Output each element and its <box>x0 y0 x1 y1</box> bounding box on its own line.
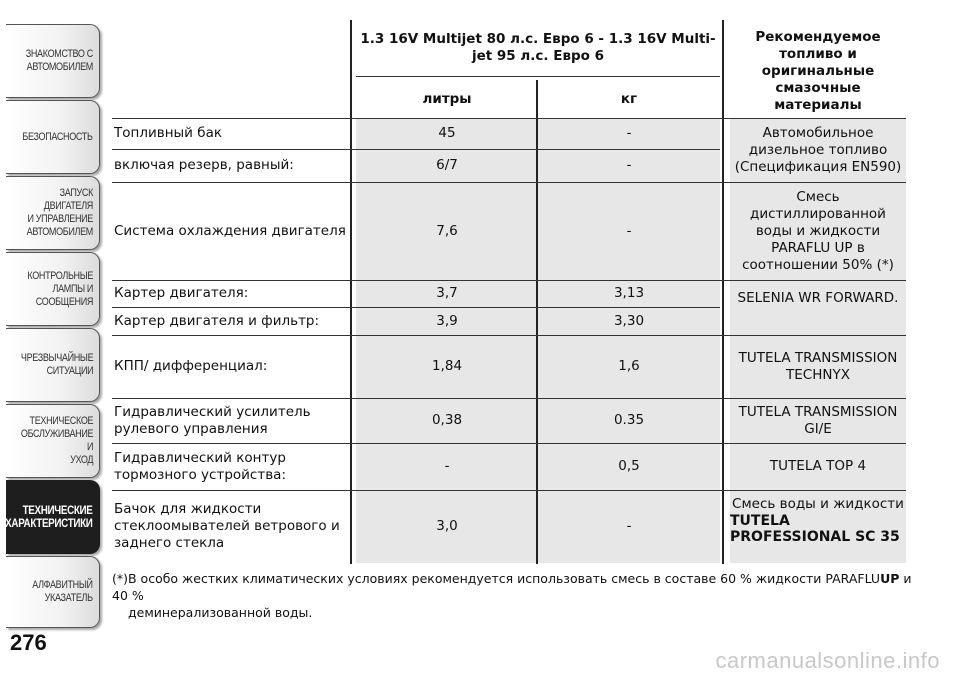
row-kg: - <box>626 222 632 239</box>
header-fluid: Рекомендуемое топливо и оригинальные смазочные материалы <box>755 28 881 113</box>
fluid-coolant: Смесь дистиллированной воды и жидкости PARAFLU UP в соотношении 50% (*) <box>742 188 894 273</box>
fluid-brake: TUTELA TOP 4 <box>769 458 867 474</box>
tab-emergency[interactable] <box>6 328 100 402</box>
row-kg: 3,13 <box>613 285 645 301</box>
row-liters: 6/7 <box>436 157 458 173</box>
row-label: Бачок для жидкости стеклоомывателей ветрового и заднего стекла <box>114 501 340 551</box>
footnote <box>112 570 912 621</box>
row-kg: 0,5 <box>618 458 640 474</box>
tab-label: ТЕХНИЧЕСКИЕ ХАРАКТЕРИСТИКИ <box>5 503 93 530</box>
row-divider <box>112 443 906 444</box>
column-divider <box>350 20 352 564</box>
fluid-transmission: TUTELA TRANSMISSION TECHNYX <box>738 349 898 383</box>
footnote-text: (*)В особо жестких климатических условиях рекомендуется использовать смесь в составе 60 % жидкости PARAFLU <box>112 571 881 586</box>
row-liters: 0,38 <box>431 412 463 428</box>
tab-label: ЗАПУСК ДВИГАТЕЛЯ И УПРАВЛЕНИЕ АВТОМОБИЛЕМ <box>26 187 93 238</box>
row-liters: 3,7 <box>436 285 458 301</box>
tab-starting-driving[interactable] <box>6 176 100 250</box>
header-engine: 1.3 16V Multijet 80 л.с. Евро 6 - 1.3 16V Multi-jet 95 л.с. Евро 6 <box>360 31 716 64</box>
column-divider <box>536 80 538 564</box>
tab-label: ТЕХНИЧЕСКОЕ ОБСЛУЖИВАНИЕ И УХОД <box>20 415 93 466</box>
fluid-fuel: Автомобильное дизельное топливо (Спецификация EN590) <box>734 124 902 175</box>
tab-label: АЛФАВИТНЫЙ УКАЗАТЕЛЬ <box>32 579 93 604</box>
row-label: Гидравлический усилитель рулевого управления <box>114 403 311 437</box>
tab-label: ЧРЕЗВЫЧАЙНЫЕ СИТУАЦИИ <box>20 352 93 377</box>
row-liters: - <box>444 458 450 474</box>
row-kg: - <box>626 157 632 173</box>
row-label: КПП/ дифференциал: <box>114 358 268 374</box>
row-kg: 0.35 <box>613 412 645 428</box>
row-label: Картер двигателя: <box>114 285 249 301</box>
column-divider <box>722 20 724 564</box>
fluid-washer <box>730 490 906 563</box>
washer-fluid-text: Смесь воды и жидкости <box>732 496 904 512</box>
tab-technical-specs[interactable] <box>6 480 100 554</box>
fluid-engine-oil: SELENIA WR FORWARD. <box>737 290 899 306</box>
row-label: Система охлаждения двигателя <box>114 222 346 239</box>
row-divider <box>112 335 906 336</box>
tab-safety[interactable] <box>6 100 100 174</box>
row-liters: 3,9 <box>436 312 458 329</box>
header-liters: литры <box>422 90 472 107</box>
row-label: Картер двигателя и фильтр: <box>114 312 320 329</box>
row-divider <box>112 182 906 183</box>
footnote-text: и 40 % <box>112 571 912 603</box>
tab-vehicle-intro[interactable] <box>6 24 100 98</box>
footnote-line-1 <box>112 570 912 604</box>
capacities-table <box>112 20 906 564</box>
row-label: Гидравлический контур тормозного устройства: <box>114 449 286 483</box>
tab-warning-lights[interactable] <box>6 252 100 326</box>
washer-fluid-brand: TUTELA PROFESSIONAL SC 35 <box>730 513 900 545</box>
tab-label: КОНТРОЛЬНЫЕ ЛАМПЫ И СООБЩЕНИЯ <box>27 269 93 308</box>
row-divider <box>112 307 720 308</box>
fluid-power-steering: TUTELA TRANSMISSION GI/E <box>738 403 898 437</box>
row-divider <box>112 398 906 399</box>
row-divider <box>112 149 720 150</box>
row-liters: 7,6 <box>436 222 458 239</box>
page-number: 276 <box>10 630 47 655</box>
header-kg: кг <box>620 90 638 107</box>
row-kg: - <box>626 125 632 141</box>
row-divider <box>112 118 906 119</box>
row-liters: 45 <box>438 125 456 141</box>
row-liters: 3,0 <box>436 518 458 534</box>
tab-maintenance[interactable] <box>6 404 100 478</box>
row-divider <box>112 490 906 491</box>
row-divider <box>112 280 906 281</box>
tab-index[interactable] <box>6 556 100 628</box>
tab-label: БЕЗОПАСНОСТЬ <box>22 130 93 143</box>
row-kg: - <box>626 518 632 534</box>
footnote-bold: UP <box>880 571 900 586</box>
row-label: включая резерв, равный: <box>114 157 294 173</box>
row-divider <box>356 76 720 77</box>
row-label: Топливный бак <box>114 125 222 141</box>
row-liters: 1,84 <box>431 358 463 374</box>
tab-label: ЗНАКОМСТВО С АВТОМОБИЛЕМ <box>25 48 93 73</box>
footnote-line-2: деминерализованной воды. <box>128 605 313 620</box>
row-kg: 1,6 <box>618 358 640 374</box>
watermark: carmanualsonline.info <box>715 648 940 673</box>
row-kg: 3,30 <box>613 312 645 329</box>
